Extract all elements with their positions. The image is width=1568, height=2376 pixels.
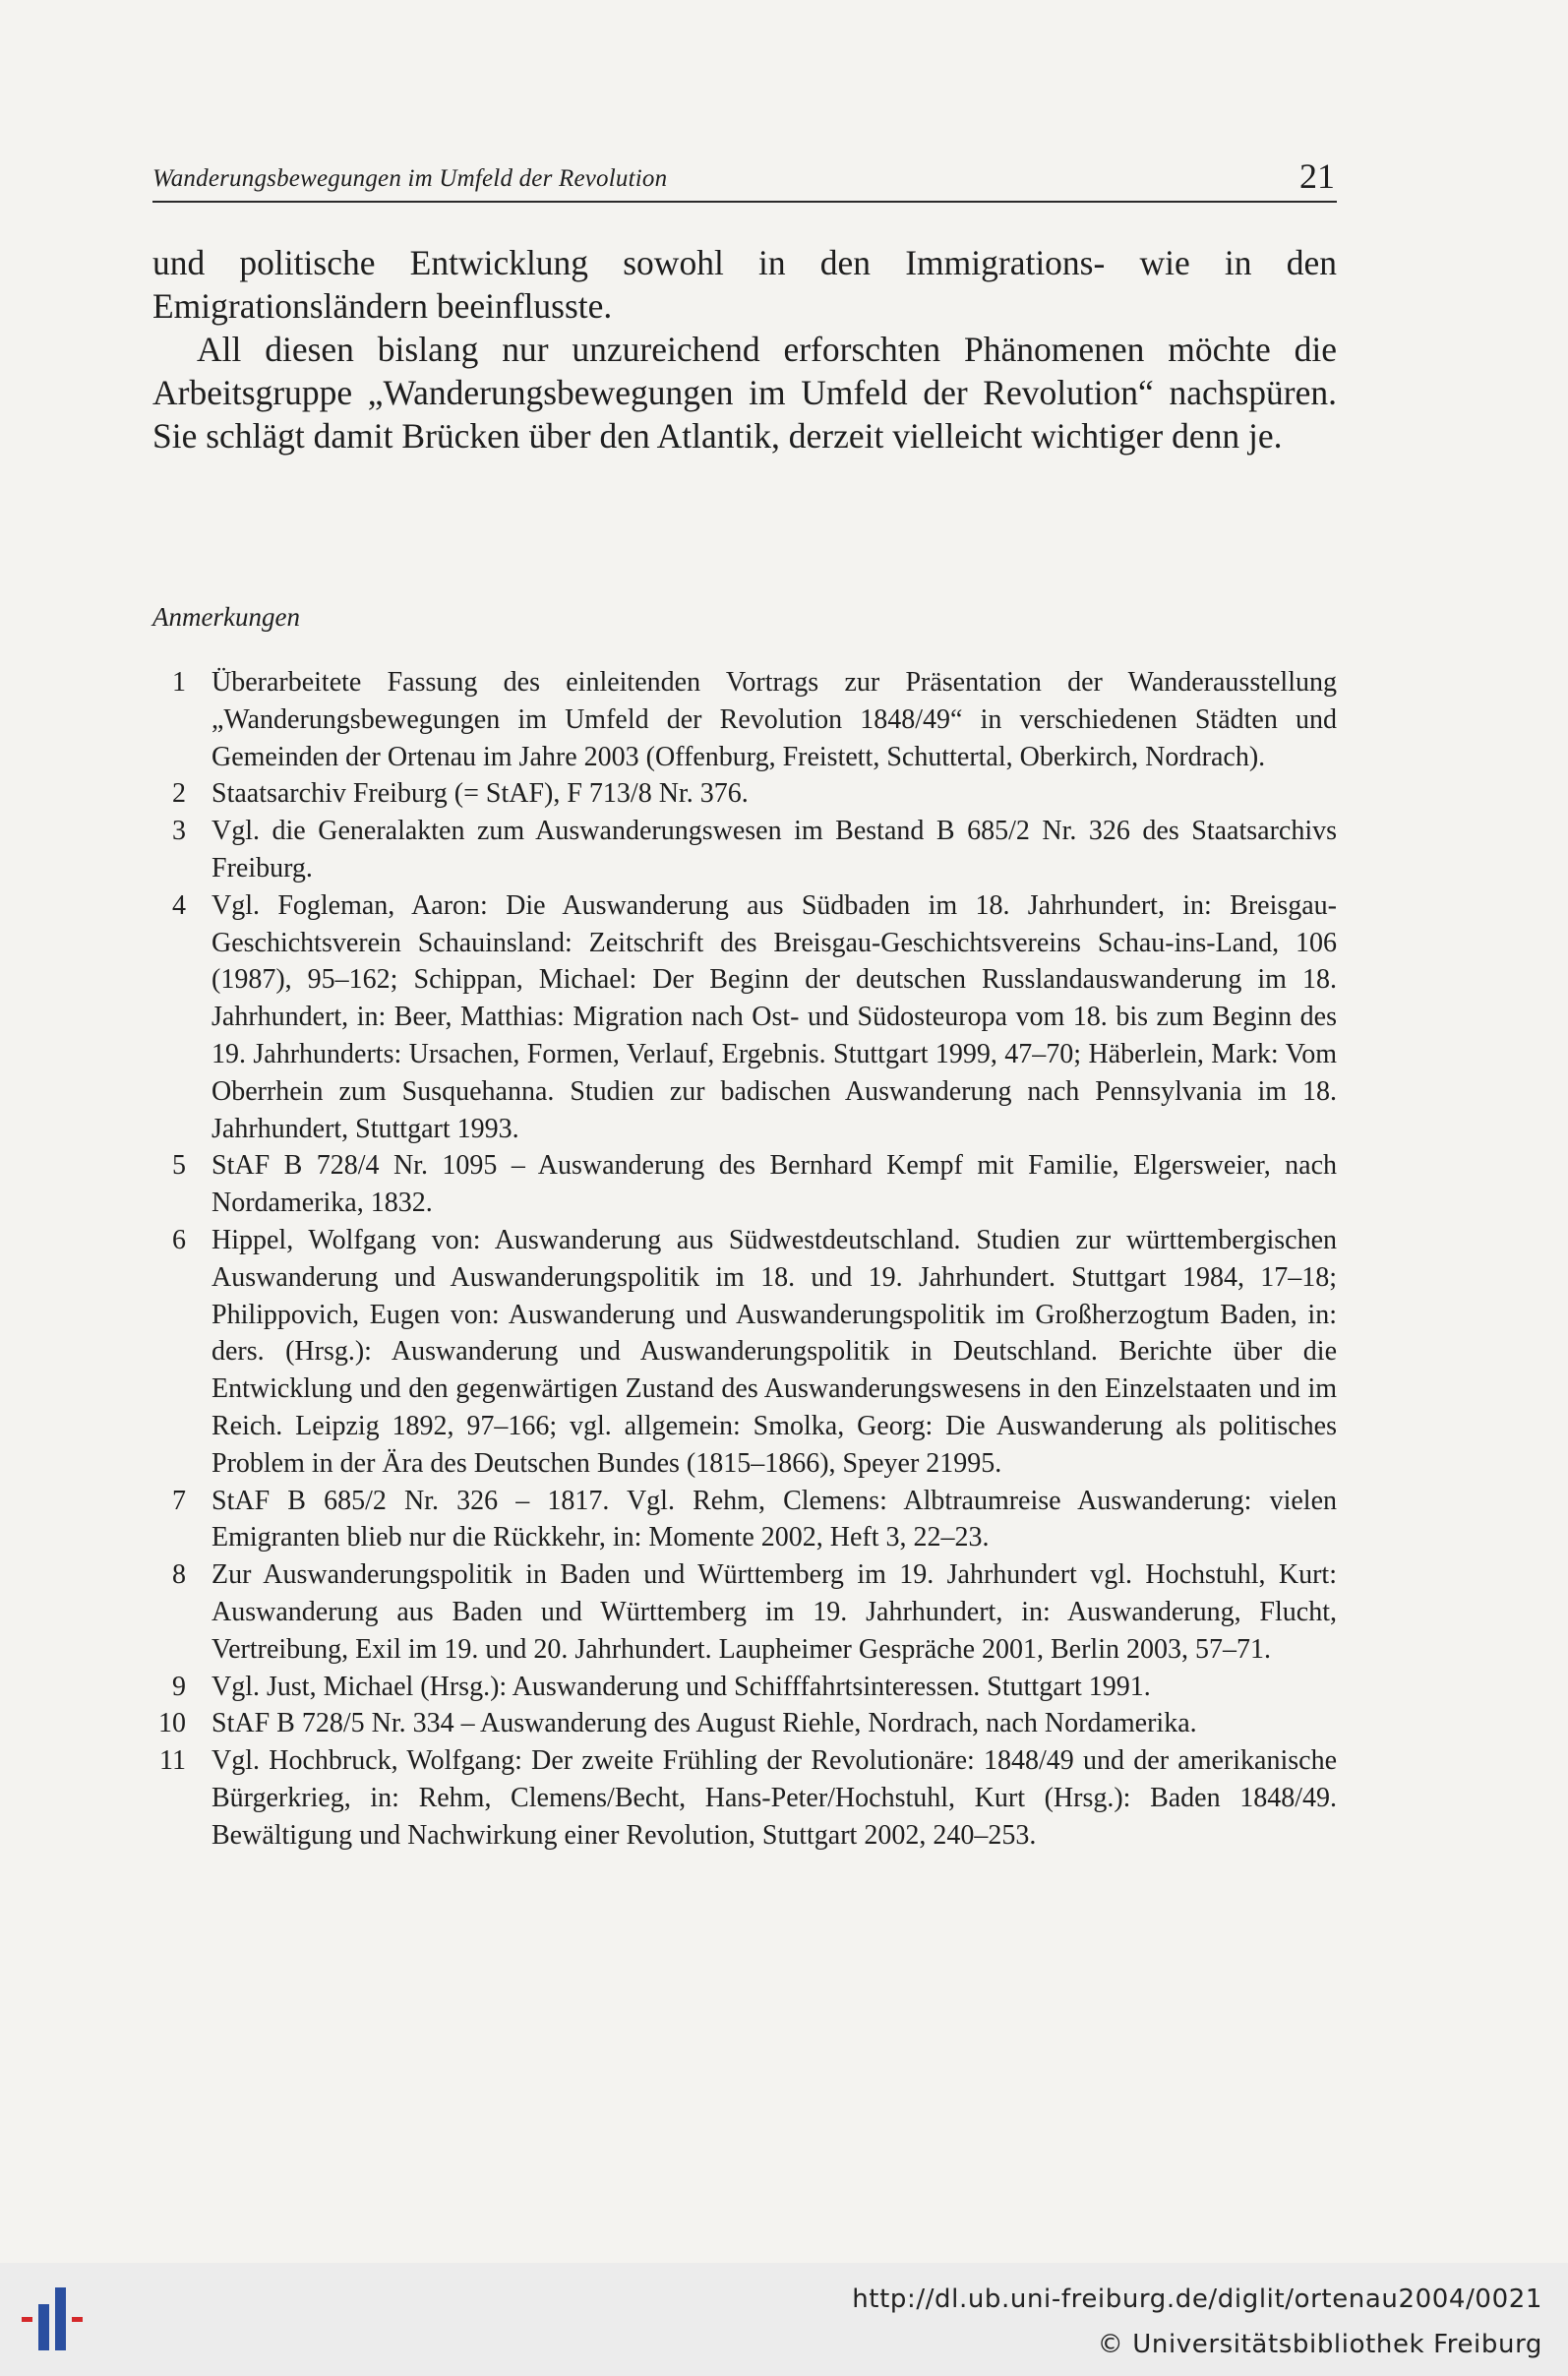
note-item	[152, 1669, 1337, 1706]
viewer-footer	[0, 2263, 1568, 2376]
note-number: 8	[172, 1559, 186, 1591]
note-item	[152, 1742, 1337, 1854]
note-item	[152, 1222, 1337, 1483]
note-item	[152, 813, 1337, 887]
paragraph: und politische Entwicklung sowohl in den Immigrations- wie in den Emigrationsländern beeinflusste.	[152, 243, 1337, 326]
note-number: 3	[172, 816, 186, 847]
note-number: 6	[172, 1224, 186, 1255]
note-text: StAF B 728/5 Nr. 334 – Auswanderung des August Riehle, Nordrach, nach Nordamerika.	[211, 1708, 1197, 1739]
note-item	[152, 1556, 1337, 1668]
running-title: Wanderungsbewegungen im Umfeld der Revolution	[152, 165, 668, 192]
note-text: Zur Auswanderungspolitik in Baden und Württemberg im 19. Jahrhundert vgl. Hochstuhl, Kurt: Auswanderung aus Baden und Württemberg im 19. Jahrhundert, in: Auswanderung, Flucht, Vertreibung, Exil im 19. und 20. Jahrhundert. Laupheimer Gespräche 2001, Berlin 2003, 57–71.	[211, 1559, 1337, 1665]
note-text: Überarbeitete Fassung des einleitenden Vortrags zur Präsentation der Wanderausstellung „Wanderungsbewegungen im Umfeld der Revolution 1848/49“ in verschiedenen Städten und Gemeinden der Ortenau im Jahre 2003 (Offenburg, Freistett, Schuttertal, Oberkirch, Nordrach).	[211, 667, 1337, 772]
note-item	[152, 775, 1337, 813]
note-item	[152, 1705, 1337, 1742]
note-number: 9	[172, 1671, 186, 1702]
note-text: Hippel, Wolfgang von: Auswanderung aus Südwestdeutschland. Studien zur württembergischen Auswanderung und Auswanderungspolitik im 18. und 19. Jahrhundert. Stuttgart 1984, 17–18; Philippovich, Eugen von: Auswanderung und Auswanderungspolitik im Großherzogtum Baden, in: ders. (Hrsg.): Auswanderung und Auswanderungspolitik in Deutschland. Berichte über die Entwicklung und den gegenwärtigen Zustand des Auswanderungswesens in den Einzelstaaten und im Reich. Leipzig 1892, 97–166; vgl. allgemein: Smolka, Georg: Die Auswanderung als politisches Problem in der Ära des Deutschen Bundes (1815–1866), Speyer 21995.	[211, 1224, 1337, 1479]
note-number: 10	[158, 1708, 186, 1739]
note-text: Vgl. Just, Michael (Hrsg.): Auswanderung und Schifffahrtsinteressen. Stuttgart 1991.	[211, 1671, 1151, 1702]
note-item	[152, 1147, 1337, 1222]
body-text	[152, 241, 1337, 457]
note-text: StAF B 728/4 Nr. 1095 – Auswanderung des Bernhard Kempf mit Familie, Elgersweier, nach Nordamerika, 1832.	[211, 1150, 1337, 1219]
note-text: Vgl. Fogleman, Aaron: Die Auswanderung aus Südbaden im 18. Jahrhundert, in: Breisgau-Geschichtsverein Schauinsland: Zeitschrift des Breisgau-Geschichtsvereins Schau-ins-Land, 106 (1987), 95–162; Schippan, Michael: Der Beginn der deutschen Russlandauswanderung im 18. Jahrhundert, in: Beer, Matthias: Migration nach Ost- und Südosteuropa vom 18. bis zum Beginn des 19. Jahrhunderts: Ursachen, Formen, Verlauf, Ergebnis. Stuttgart 1999, 47–70; Häberlein, Mark: Vom Oberrhein zum Susquehanna. Studien zur badischen Auswanderung nach Pennsylvania im 18. Jahrhundert, Stuttgart 1993.	[211, 889, 1337, 1144]
note-number: 4	[172, 889, 186, 921]
note-number: 2	[172, 778, 186, 810]
note-number: 7	[172, 1485, 186, 1516]
note-text: Staatsarchiv Freiburg (= StAF), F 713/8 Nr. 376.	[211, 778, 749, 810]
note-item	[152, 887, 1337, 1148]
note-number: 5	[172, 1150, 186, 1182]
note-text: StAF B 685/2 Nr. 326 – 1817. Vgl. Rehm, Clemens: Albtraumreise Auswanderung: vielen Emigranten blieb nur die Rückkehr, in: Momente 2002, Heft 3, 22–23.	[211, 1485, 1337, 1554]
note-text: Vgl. Hochbruck, Wolfgang: Der zweite Frühling der Revolutionäre: 1848/49 und der amerikanische Bürgerkrieg, in: Rehm, Clemens/Becht, Hans-Peter/Hochstuhl, Kurt (Hrsg.): Baden 1848/49. Bewältigung und Nachwirkung einer Revolution, Stuttgart 2002, 240–253.	[211, 1745, 1337, 1851]
notes-heading: Anmerkungen	[152, 602, 300, 632]
note-number: 11	[159, 1745, 186, 1777]
note-text: Vgl. die Generalakten zum Auswanderungswesen im Bestand B 685/2 Nr. 326 des Staatsarchivs Freiburg.	[211, 816, 1337, 883]
copyright-text: © Universitätsbibliothek Freiburg	[1097, 2330, 1542, 2359]
notes-list	[152, 664, 1337, 1855]
paragraph: All diesen bislang nur unzureichend erforschten Phänomenen möchte die Arbeitsgruppe „Wanderungsbewegungen im Umfeld der Revolution“ nachspüren. Sie schlägt damit Brücken über den Atlantik, derzeit vielleicht wichtiger denn je.	[152, 330, 1337, 456]
running-header	[152, 155, 1337, 203]
page-number: 21	[1299, 156, 1335, 196]
note-item	[152, 664, 1337, 775]
note-number: 1	[172, 667, 186, 698]
source-url-link[interactable]: http://dl.ub.uni-freiburg.de/diglit/ortenau2004/0021	[852, 2285, 1542, 2314]
ub-freiburg-logo-icon	[22, 2285, 100, 2353]
note-item	[152, 1483, 1337, 1557]
